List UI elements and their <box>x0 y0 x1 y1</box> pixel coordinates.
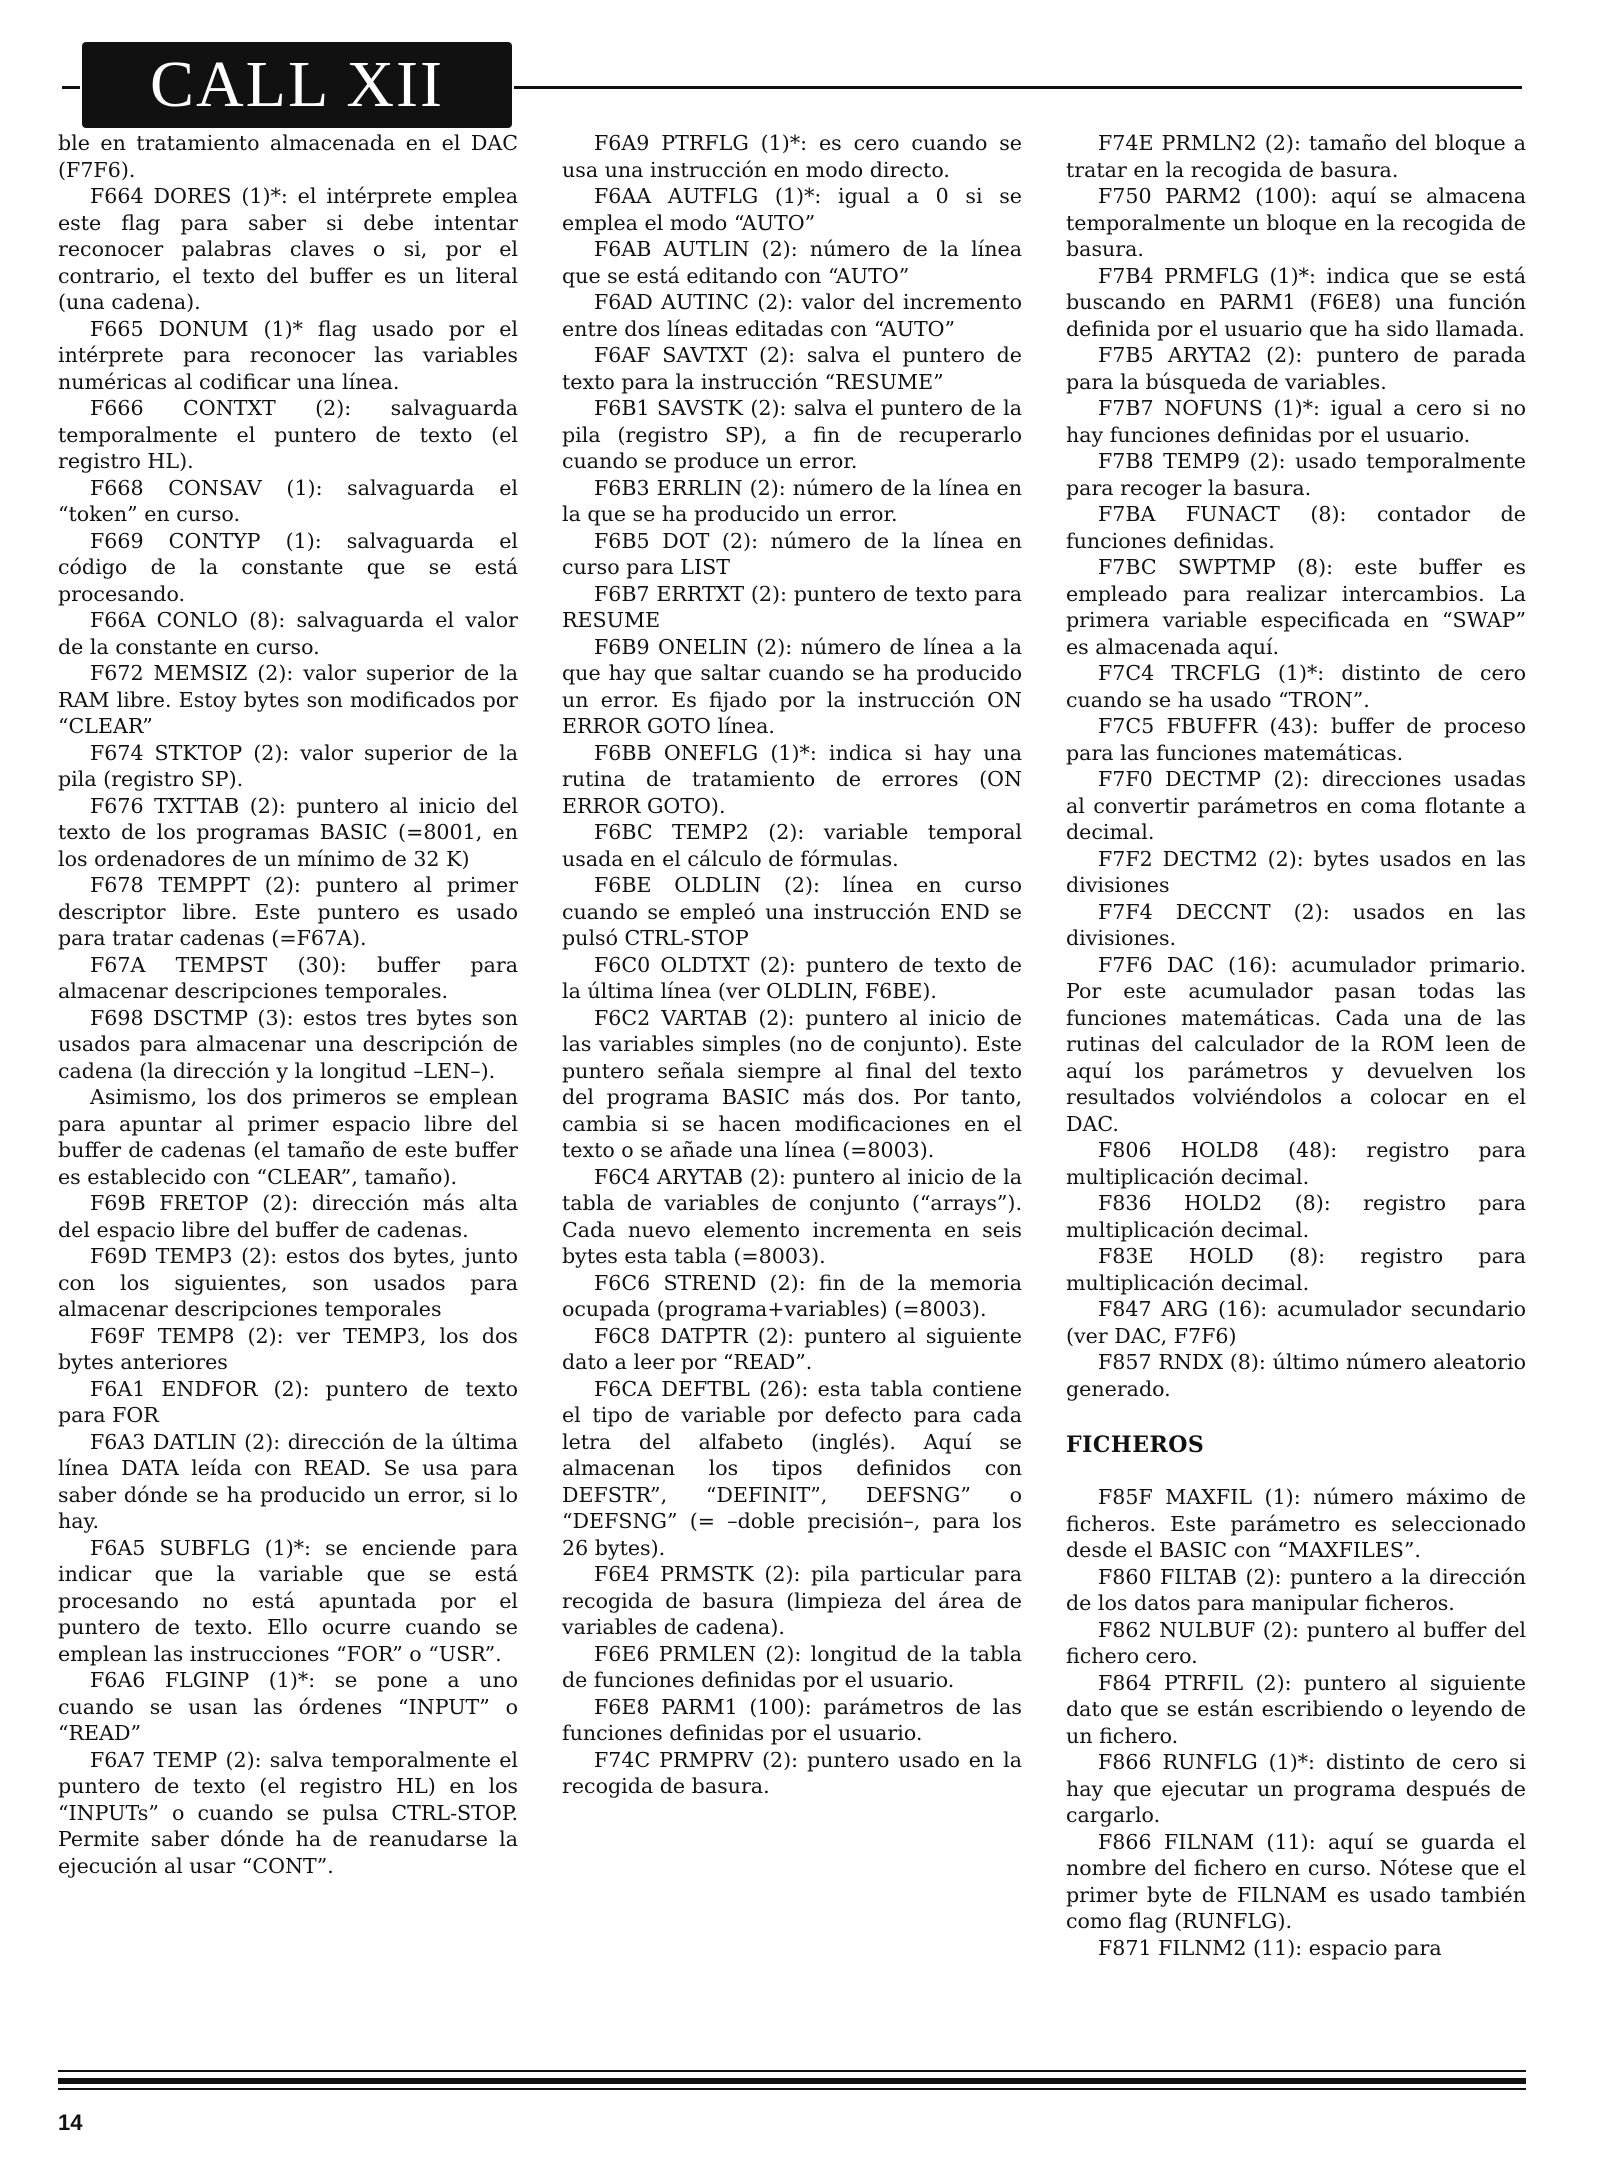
paragraph: F7B5 ARYTA2 (2): puntero de parada para la búsqueda de variables. <box>1066 343 1526 394</box>
paragraph: F862 NULBUF (2): puntero al buffer del fichero cero. <box>1066 1617 1526 1668</box>
paragraph: F864 PTRFIL (2): puntero al siguiente dato que se están escribiendo o leyendo de un fichero. <box>1066 1670 1526 1748</box>
paragraph: F7F4 DECCNT (2): usados en las divisiones. <box>1066 899 1526 950</box>
paragraph: F666 CONTXT (2): salvaguarda temporalmente el puntero de texto (el registro HL). <box>58 396 518 473</box>
paragraph: F698 DSCTMP (3): estos tres bytes son usados para almacenar una descripción de cadena (la dirección y la longitud –LEN–). <box>58 1005 518 1083</box>
section-heading: FICHEROS <box>1066 1432 1205 1458</box>
paragraph: F6C4 ARYTAB (2): puntero al inicio de la tabla de variables de conjunto (“arrays”). Cada nuevo elemento incrementa en seis bytes esta tabla (=8003). <box>562 1164 1022 1268</box>
paragraph: F7BA FUNACT (8): contador de funciones definidas. <box>1066 502 1526 553</box>
paragraph: F7F2 DECTM2 (2): bytes usados en las divisiones <box>1066 846 1526 897</box>
paragraph: F871 FILNM2 (11): espacio para <box>1098 1935 1442 1960</box>
paragraph: F6B9 ONELIN (2): número de línea a la que hay que saltar cuando se ha producido un error. Es fijado por la instrucción ON ERROR GOTO línea. <box>562 634 1022 738</box>
paragraph: F6A1 ENDFOR (2): puntero de texto para FOR <box>58 1376 518 1427</box>
paragraph: F7B8 TEMP9 (2): usado temporalmente para recoger la basura. <box>1066 449 1526 500</box>
paragraph: F806 HOLD8 (48): registro para multiplicación decimal. <box>1066 1138 1526 1189</box>
paragraph: F69F TEMP8 (2): ver TEMP3, los dos bytes anteriores <box>58 1323 518 1374</box>
paragraph: F69D TEMP3 (2): estos dos bytes, junto con los siguientes, son usados para almacenar descripciones temporales <box>58 1244 518 1321</box>
paragraph: F857 RNDX (8): último número aleatorio generado. <box>1066 1350 1526 1401</box>
paragraph: F6B1 SAVSTK (2): salva el puntero de la pila (registro SP), a fin de recuperarlo cuando se produce un error. <box>562 396 1022 473</box>
paragraph: F6A3 DATLIN (2): dirección de la última línea DATA leída con READ. Se usa para saber dónde se ha producido un error, si lo hay. <box>58 1429 518 1533</box>
paragraph: F6B5 DOT (2): número de la línea en curso para LIST <box>562 528 1022 579</box>
paragraph: F69B FRETOP (2): dirección más alta del espacio libre del buffer de cadenas. <box>58 1191 518 1242</box>
paragraph: F6B7 ERRTXT (2): puntero de texto para RESUME <box>562 581 1022 632</box>
paragraph: F6BC TEMP2 (2): variable temporal usada en el cálculo de fórmulas. <box>562 820 1022 871</box>
paragraph: F6A5 SUBFLG (1)*: se enciende para indicar que la variable que se está procesando no está apuntada por el puntero de texto. Ello ocurre cuando se emplean las instrucciones “FOR” o “USR”. <box>58 1535 518 1666</box>
paragraph: F668 CONSAV (1): salvaguarda el “token” en curso. <box>58 475 518 526</box>
paragraph: ble en tratamiento almacenada en el DAC (F7F6). <box>58 131 518 182</box>
paragraph: F674 STKTOP (2): valor superior de la pila (registro SP). <box>58 740 518 791</box>
paragraph: F6E8 PARM1 (100): parámetros de las funciones definidas por el usuario. <box>562 1694 1022 1745</box>
column-2 <box>562 130 1022 2050</box>
column-3 <box>1066 130 1526 2050</box>
paragraph: F836 HOLD2 (8): registro para multiplicación decimal. <box>1066 1191 1526 1242</box>
paragraph: F6B3 ERRLIN (2): número de la línea en la que se ha producido un error. <box>562 475 1022 526</box>
paragraph: F672 MEMSIZ (2): valor superior de la RAM libre. Estoy bytes son modificados por “CLEAR” <box>58 661 518 738</box>
paragraph: F6BB ONEFLG (1)*: indica si hay una rutina de tratamiento de errores (ON ERROR GOTO). <box>562 740 1022 818</box>
page-number: 14 <box>58 2110 83 2135</box>
footer-rule-thick <box>58 2078 1526 2084</box>
footer-rule-thin <box>58 2088 1526 2090</box>
paragraph: F847 ARG (16): acumulador secundario (ver DAC, F7F6) <box>1066 1297 1526 1348</box>
paragraph: F66A CONLO (8): salvaguarda el valor de la constante en curso. <box>58 608 518 659</box>
paragraph: F7B4 PRMFLG (1)*: indica que se está buscando en PARM1 (F6E8) una función definida por el usuario que ha sido llamada. <box>1066 263 1526 341</box>
footer-rules <box>58 2070 1526 2100</box>
paragraph: F83E HOLD (8): registro para multiplicación decimal. <box>1066 1244 1526 1295</box>
page-header <box>62 42 1522 121</box>
paragraph: F6C8 DATPTR (2): puntero al siguiente dato a leer por “READ”. <box>562 1323 1022 1374</box>
paragraph: F74C PRMPRV (2): puntero usado en la recogida de basura. <box>562 1747 1022 1798</box>
paragraph: F866 RUNFLG (1)*: distinto de cero si hay que ejecutar un programa después de cargarlo. <box>1066 1750 1526 1827</box>
paragraph: F6AB AUTLIN (2): número de la línea que se está editando con “AUTO” <box>562 237 1022 288</box>
column-1 <box>58 130 518 2050</box>
paragraph: F74E PRMLN2 (2): tamaño del bloque a tratar en la recogida de basura. <box>1066 131 1526 182</box>
paragraph: F6C2 VARTAB (2): puntero al inicio de las variables simples (no de conjunto). Este puntero señala siempre al final del texto del programa BASIC más dos. Por tanto, cambia si se hacen modificaciones en el texto o se añade una línea (=8003). <box>562 1005 1022 1162</box>
paragraph: F664 DORES (1)*: el intérprete emplea este flag para saber si debe intentar reconocer palabras claves o si, por el contrario, el texto del buffer es un literal (una cadena). <box>58 184 518 314</box>
paragraph: F6BE OLDLIN (2): línea en curso cuando se empleó una instrucción END se pulsó CTRL-STOP <box>562 873 1022 950</box>
paragraph: F6AA AUTFLG (1)*: igual a 0 si se emplea el modo “AUTO” <box>562 184 1022 235</box>
paragraph: F6E4 PRMSTK (2): pila particular para recogida de basura (limpieza del área de variables de cadena). <box>562 1562 1022 1639</box>
header-lead-rule <box>62 86 80 89</box>
paragraph: F6E6 PRMLEN (2): longitud de la tabla de funciones definidas por el usuario. <box>562 1641 1022 1692</box>
paragraph: F6C0 OLDTXT (2): puntero de texto de la última línea (ver OLDLIN, F6BE). <box>562 952 1022 1003</box>
header-rule <box>514 86 1522 89</box>
paragraph: F665 DONUM (1)* flag usado por el intérprete para reconocer las variables numéricas al codificar una línea. <box>58 316 518 394</box>
paragraph: F6A7 TEMP (2): salva temporalmente el puntero de texto (el registro HL) en los “INPUTs” o cuando se pulsa CTRL-STOP. Permite saber dónde ha de reanudarse la ejecución al usar “CONT”. <box>58 1747 518 1878</box>
paragraph: F676 TXTTAB (2): puntero al inicio del texto de los programas BASIC (=8001, en los ordenadores de un mínimo de 32 K) <box>58 793 518 871</box>
paragraph: F860 FILTAB (2): puntero a la dirección de los datos para manipular ficheros. <box>1066 1564 1526 1615</box>
paragraph: Asimismo, los dos primeros se emplean para apuntar al primer espacio libre del buffer de cadenas (el tamaño de este buffer es establecido con “CLEAR”, tamaño). <box>58 1085 518 1189</box>
paragraph: F6AF SAVTXT (2): salva el puntero de texto para la instrucción “RESUME” <box>562 343 1022 394</box>
paragraph: F85F MAXFIL (1): número máximo de ficheros. Este parámetro es seleccionado desde el BASIC con “MAXFILES”. <box>1066 1485 1526 1562</box>
paragraph: F7C5 FBUFFR (43): buffer de proceso para las funciones matemáticas. <box>1066 714 1526 765</box>
paragraph: F750 PARM2 (100): aquí se almacena temporalmente un bloque en la recogida de basura. <box>1066 184 1526 261</box>
paragraph: F6CA DEFTBL (26): esta tabla contiene el tipo de variable por defecto para cada letra del alfabeto (inglés). Aquí se almacenan los tipos definidos con DEFSTR”, “DEFINIT”, DEFSNG” o “DEFSNG” (= –doble precisión–, para los 26 bytes). <box>562 1376 1022 1560</box>
paragraph: F866 FILNAM (11): aquí se guarda el nombre del fichero en curso. Nótese que el primer byte de FILNAM es usado también como flag (RUNFLG). <box>1066 1829 1526 1933</box>
paragraph: F6A6 FLGINP (1)*: se pone a uno cuando se usan las órdenes “INPUT” o “READ” <box>58 1668 518 1745</box>
paragraph: F6C6 STREND (2): fin de la memoria ocupada (programa+variables) (=8003). <box>562 1270 1022 1321</box>
paragraph: F7F0 DECTMP (2): direcciones usadas al convertir parámetros en coma flotante a decimal. <box>1066 767 1526 844</box>
paragraph: F7F6 DAC (16): acumulador primario. Por este acumulador pasan todas las funciones matemáticas. Cada una de las rutinas del calculador de la ROM leen de aquí los parámetros y devuelven los resultados volviéndolos a colocar en el DAC. <box>1066 952 1526 1136</box>
paragraph: F7B7 NOFUNS (1)*: igual a cero si no hay funciones definidas por el usuario. <box>1066 396 1526 447</box>
paragraph: F7C4 TRCFLG (1)*: distinto de cero cuando se ha usado “TRON”. <box>1066 661 1526 712</box>
paragraph: F669 CONTYP (1): salvaguarda el código de la constante que se está procesando. <box>58 528 518 606</box>
paragraph: F678 TEMPPT (2): puntero al primer descriptor libre. Este puntero es usado para tratar cadenas (=F67A). <box>58 873 518 950</box>
section-header-title: CALL XII <box>82 42 512 128</box>
paragraph: F7BC SWPTMP (8): este buffer es empleado para realizar intercambios. La primera variable especificada en “SWAP” es almacenada aquí. <box>1066 555 1526 659</box>
paragraph: F6AD AUTINC (2): valor del incremento entre dos líneas editadas con “AUTO” <box>562 290 1022 341</box>
paragraph: F67A TEMPST (30): buffer para almacenar descripciones temporales. <box>58 952 518 1003</box>
article-body <box>58 130 1526 2050</box>
paragraph: F6A9 PTRFLG (1)*: es cero cuando se usa una instrucción en modo directo. <box>562 131 1022 182</box>
footer-rule-thin <box>58 2070 1526 2072</box>
